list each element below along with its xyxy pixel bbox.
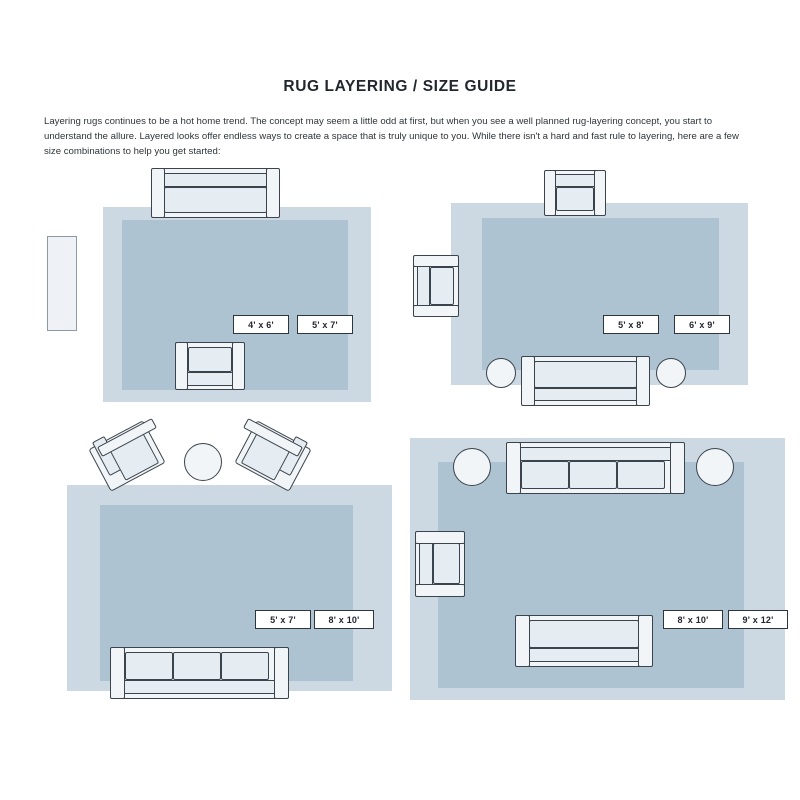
sofa-bottom-bl-cushion-2 — [173, 652, 221, 680]
sofa-top-back — [158, 173, 273, 187]
label-bottom-rug-9x12: 9' x 12' — [728, 610, 788, 629]
armchair-bottom-arm-right — [232, 342, 245, 390]
armchair-left-br-arm-bottom — [415, 584, 465, 597]
sofa-top-br-cushion-2 — [569, 461, 617, 489]
sofa-top-arm-right — [266, 168, 280, 218]
armchair-bottom-seat — [188, 347, 232, 372]
sofa-bottom-br-seat — [529, 620, 639, 648]
label-top-rug-5x8: 5' x 8' — [603, 315, 659, 334]
label-top-rug-4x6: 4' x 6' — [233, 315, 289, 334]
sofa-bottom-back — [528, 388, 643, 401]
armchair-bottom-back — [183, 372, 237, 386]
sofa-top-arm-left — [151, 168, 165, 218]
sofa-bottom-bl-back — [118, 680, 281, 694]
page-title: RUG LAYERING / SIZE GUIDE — [283, 78, 517, 95]
sofa-top-br-back — [514, 447, 677, 461]
armchair-bottom-arm-left — [175, 342, 188, 390]
armchair-top-seat — [556, 187, 594, 211]
label-bottom-rug-8x10: 8' x 10' — [314, 610, 374, 629]
sofa-bottom-bl-arm-left — [110, 647, 125, 699]
top-rug-5x8 — [482, 218, 719, 370]
sofa-bottom-seat — [534, 361, 637, 388]
sofa-bottom-bl-arm-right — [274, 647, 289, 699]
sofa-bottom-br-arm-left — [515, 615, 530, 667]
armchair-top-back — [551, 174, 599, 187]
label-bottom-rug-5x7: 5' x 7' — [297, 315, 353, 334]
intro-paragraph: Layering rugs continues to be a hot home trend. The concept may seem a little odd at first, but when you see a well planned rug-layering concept, you start to understand the allure. Layered looks offer endless ways to create a space that is truly unique to you. While there isn't a hard and fast rule to layering, here are a few size combinations to help you get started: — [44, 116, 739, 158]
sofa-top-br-cushion-1 — [521, 461, 569, 489]
sofa-top-br-arm-left — [506, 442, 521, 494]
side-table-left — [486, 358, 516, 388]
side-table-top-left — [453, 448, 491, 486]
diagram-bottom-left — [52, 425, 397, 700]
sofa-bottom-bl-cushion-1 — [125, 652, 173, 680]
sofa-bottom-arm-left — [521, 356, 535, 406]
armchair-left-br-back — [419, 538, 433, 590]
diagram-top-right — [408, 160, 758, 420]
sofa-top-br-arm-right — [670, 442, 685, 494]
armchair-top-arm-left — [544, 170, 556, 216]
sofa-bottom-bl-cushion-3 — [221, 652, 269, 680]
armchair-left-br-seat — [433, 543, 460, 584]
diagram-top-left — [40, 160, 370, 410]
armchair-left-back — [417, 262, 430, 310]
sofa-bottom-arm-right — [636, 356, 650, 406]
diagram-bottom-right — [405, 425, 785, 700]
sofa-bottom-br-back — [523, 648, 645, 662]
armchair-top-arm-right — [594, 170, 606, 216]
side-table-top-right — [696, 448, 734, 486]
sofa-top-br-cushion-3 — [617, 461, 665, 489]
round-coffee-table — [184, 443, 222, 481]
label-top-rug-5x7-bl: 5' x 7' — [255, 610, 311, 629]
armchair-left-arm-bottom — [413, 305, 459, 317]
armchair-left-arm-top — [413, 255, 459, 267]
label-bottom-rug-6x9: 6' x 9' — [674, 315, 730, 334]
armchair-left-br-arm-top — [415, 531, 465, 544]
console-table-left — [47, 236, 77, 331]
sofa-bottom-br-arm-right — [638, 615, 653, 667]
side-table-right — [656, 358, 686, 388]
label-top-rug-8x10-br: 8' x 10' — [663, 610, 723, 629]
armchair-left-seat — [430, 267, 454, 305]
sofa-top-seat — [164, 187, 267, 213]
